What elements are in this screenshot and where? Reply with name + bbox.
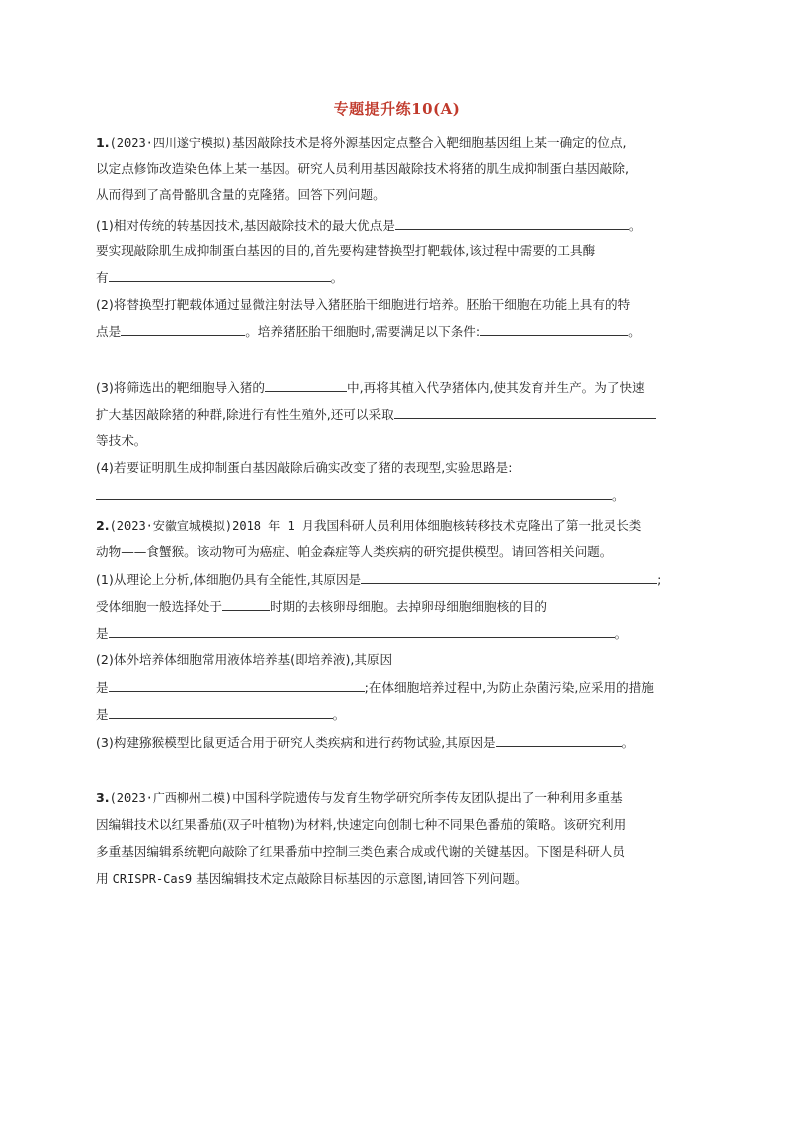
q2-part1-line-1: (1)从理论上分析,体细胞仍具有全能性,其原因是 ;: [96, 572, 662, 587]
answer-blank[interactable]: [109, 268, 331, 282]
answer-blank[interactable]: [265, 378, 347, 392]
q1-line-1: 1.(2023·四川遂宁模拟)基因敲除技术是将外源基因定点整合入靶细胞基因组上某一确定的位点,: [96, 135, 627, 150]
answer-blank[interactable]: [395, 216, 629, 230]
q2-line-1: 2.(2023·安徽宣城模拟)2018 年 1 月我国科研人员利用体细胞核转移技术克隆出了第一批灵长类: [96, 518, 642, 533]
answer-blank[interactable]: [109, 705, 333, 719]
q3-line-4: 用 CRISPR-Cas9 基因编辑技术定点敲除目标基因的示意图,请回答下列问题。: [96, 871, 528, 886]
q1-part1-line-1: (1)相对传统的转基因技术,基因敲除技术的最大优点是 。: [96, 218, 642, 233]
q1-line-3: 从而得到了高骨骼肌含量的克隆猪。回答下列问题。: [96, 187, 386, 202]
answer-blank[interactable]: [480, 322, 628, 336]
q1-part2-line-2: 点是 。培养猪胚胎干细胞时,需要满足以下条件: 。: [96, 324, 641, 339]
q1-line-2: 以定点修饰改造染色体上某一基因。研究人员利用基因敲除技术将猪的肌生成抑制蛋白基因敲除,: [96, 161, 629, 176]
q1-part4-line-1: (4)若要证明肌生成抑制蛋白基因敲除后确实改变了猪的表现型,实验思路是:: [96, 460, 513, 475]
q3-line-2: 因编辑技术以红果番茄(双子叶植物)为材料,快速定向创制七种不同果色番茄的策略。该研究利用: [96, 817, 627, 832]
q1-part4-line-2: 。: [96, 486, 625, 505]
answer-blank[interactable]: [109, 624, 615, 638]
question-number: 1.: [96, 135, 110, 150]
q3-line-3: 多重基因编辑系统靶向敲除了红果番茄中控制三类色素合成或代谢的关键基因。下图是科研人员: [96, 844, 625, 859]
question-source: (2023·安徽宣城模拟)2018 年 1 月: [109, 519, 314, 533]
answer-blank[interactable]: [394, 405, 656, 419]
answer-blank[interactable]: [222, 597, 270, 611]
q3-line-1: 3.(2023·广西柳州二模)中国科学院遗传与发育生物学研究所李传友团队提出了一种利用多重基: [96, 790, 623, 805]
question-number: 2.: [96, 518, 110, 533]
q1-part3-line-2: 扩大基因敲除猪的种群,除进行有性生殖外,还可以采取: [96, 405, 656, 424]
q1-part1-line-3: 有 。: [96, 270, 344, 285]
q1-part2-line-1: (2)将替换型打靶载体通过显微注射法导入猪胚胎干细胞进行培养。胚胎干细胞在功能上具有的特: [96, 297, 631, 312]
answer-blank[interactable]: [96, 486, 612, 500]
q2-part2-line-2: 是 ;在体细胞培养过程中,为防止杂菌污染,应采用的措施: [96, 680, 654, 695]
answer-blank[interactable]: [109, 678, 365, 692]
question-source: (2023·广西柳州二模): [109, 791, 233, 805]
page-title: 专题提升练10(A): [333, 100, 461, 118]
q2-part2-line-3: 是 。: [96, 707, 346, 722]
answer-blank[interactable]: [361, 570, 657, 584]
q2-part1-line-3: 是 。: [96, 626, 628, 641]
q2-part3-line-1: (3)构建猕猴模型比鼠更适合用于研究人类疾病和进行药物试验,其原因是 。: [96, 735, 635, 750]
q2-part1-line-2: 受体细胞一般选择处于 时期的去核卵母细胞。去掉卵母细胞细胞核的目的: [96, 599, 547, 614]
q2-part2-line-1: (2)体外培养体细胞常用液体培养基(即培养液),其原因: [96, 652, 393, 667]
q2-line-2: 动物——食蟹猴。该动物可为癌症、帕金森症等人类疾病的研究提供模型。请回答相关问题。: [96, 544, 613, 559]
answer-blank[interactable]: [496, 733, 622, 747]
question-source: (2023·四川遂宁模拟): [109, 136, 233, 150]
q1-part3-line-3: 等技术。: [96, 433, 147, 448]
question-number: 3.: [96, 790, 110, 805]
answer-blank[interactable]: [121, 322, 245, 336]
q1-part3-line-1: (3)将筛选出的靶细胞导入猪的 中,再将其植入代孕猪体内,使其发育并生产。为了快速: [96, 380, 645, 395]
q1-part1-line-2: 要实现敲除肌生成抑制蛋白基因的目的,首先要构建替换型打靶载体,该过程中需要的工具酶: [96, 243, 596, 258]
